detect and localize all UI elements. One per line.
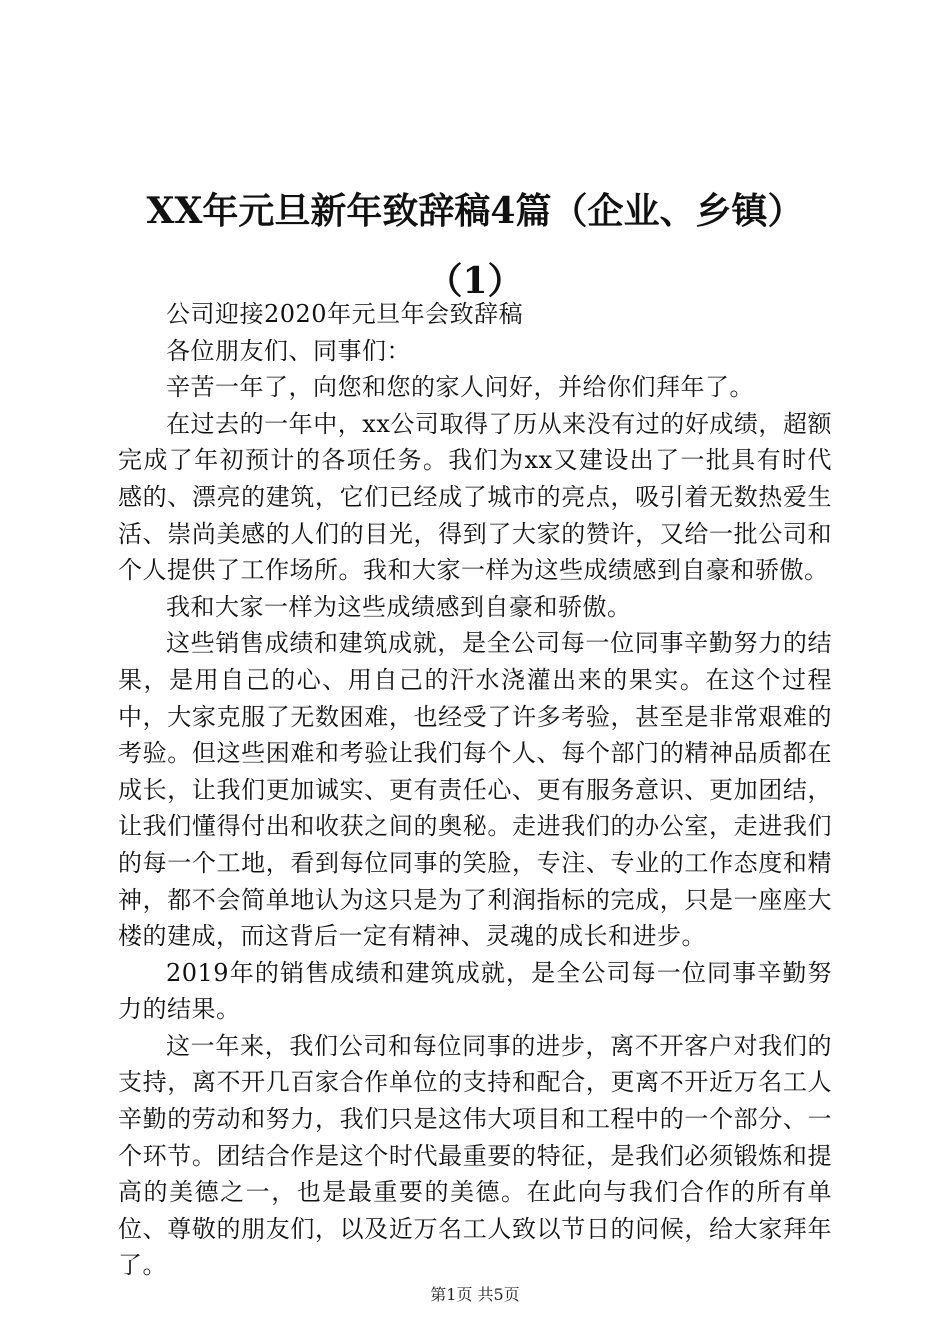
page-footer: 第1页 共5页 (430, 1285, 520, 1304)
paragraph: 我和大家一样为这些成绩感到自豪和骄傲。 (166, 592, 632, 621)
paragraph: 在过去的一年中，xx公司取得了历从来没有过的好成绩，超额完成了年初预计的各项任务。我们为xx又建设出了一批具有时代感的、漂亮的建筑，它们已经成了城市的亮点，吸引着无数热爱生活、崇尚美感的人们的目光，得到了大家的赞许，又给一批公司和个人提供了工作场所。我和大家一样为这些成绩感到自豪和骄傲。 (118, 409, 832, 585)
paragraph: 2019年的销售成绩和建筑成就，是全公司每一位同事辛勤努力的结果。 (118, 958, 832, 1024)
paragraph: 这些销售成绩和建筑成就，是全公司每一位同事辛勤努力的结果，是用自己的心、用自己的汗水浇灌出来的果实。在这个过程中，大家克服了无数困难，也经受了许多考验，甚至是非常艰难的考验。但这些困难和考验让我们每个人、每个部门的精神品质都在成长，让我们更加诚实、更有责任心、更有服务意识、更加团结，让我们懂得付出和收获之间的奥秘。走进我们的办公室，走进我们的每一个工地，看到每位同事的笑脸，专注、专业的工作态度和精神，都不会简单地认为这只是为了利润指标的完成，只是一座座大楼的建成，而这背后一定有精神、灵魂的成长和进步。 (118, 629, 832, 951)
document-body (118, 296, 832, 1284)
paragraph: 这一年来，我们公司和每位同事的进步，离不开客户对我们的支持，离不开几百家合作单位的支持和配合，更离不开近万名工人辛勤的劳动和努力，我们只是这伟大项目和工程中的一个部分、一个环节。团结合作是这个时代最重要的特征，是我们必须锻炼和提高的美德之一，也是最重要的美德。在此向与我们合作的所有单位、尊敬的朋友们，以及近万名工人致以节日的问候，给大家拜年了。 (118, 1031, 832, 1280)
title-line-2: （1） (426, 260, 524, 302)
paragraph-salutation: 各位朋友们、同事们： (166, 336, 411, 365)
paragraph: 辛苦一年了，向您和您的家人问好，并给你们拜年了。 (166, 373, 754, 402)
title-line-1: XX年元旦新年致辞稿4篇（企业、乡镇） (146, 190, 804, 232)
paragraph-heading: 公司迎接2020年元旦年会致辞稿 (166, 300, 524, 328)
document-title (118, 176, 832, 316)
